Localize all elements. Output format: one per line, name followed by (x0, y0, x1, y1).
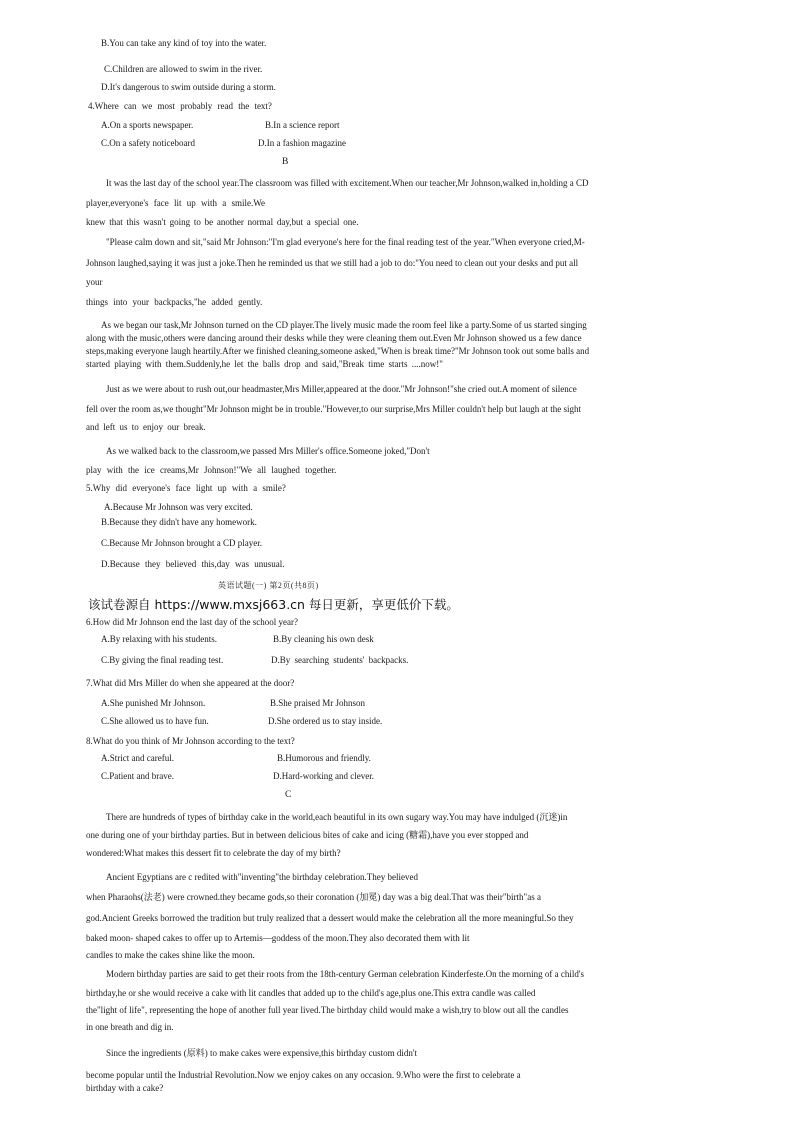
q7-option-a: A.She punished Mr Johnson. (101, 698, 206, 708)
q4-option-a: A.On a sports newspaper. (101, 120, 194, 130)
passage-c-p2-line: when Pharaohs(法老) were crowned.they became gods,so their coronation (加冕) day was a big deal.That was their"birth"as a (86, 892, 541, 902)
passage-c-p1-line: one during one of your birthday parties. But in between delicious bites of cake and icing (糖霜),have you ever stopped and (86, 830, 529, 840)
passage-c-p2-line: candles to make the cakes shine like the moon. (86, 950, 255, 960)
q4-option-b: B.In a science report (265, 120, 340, 130)
passage-b-p2-line: "Please calm down and sit,"said Mr Johnson:"I'm glad everyone's here for the final reading test of the year."When everyone cried,M- (106, 237, 585, 247)
q5-option-b: B.Because they didn't have any homework. (101, 517, 257, 527)
q6-stem: 6.How did Mr Johnson end the last day of the school year? (86, 617, 298, 627)
page-footer: 英语试题(一) 第2页(共8页) (218, 581, 319, 590)
q8-stem: 8.What do you think of Mr Johnson according to the text? (86, 736, 295, 746)
passage-c-heading: C (285, 790, 292, 800)
passage-c-p3-line: birthday,he or she would receive a cake with lit candles that added up to the child's age,plus one.This extra candle was called (86, 988, 536, 998)
passage-b-p5-line: play with the ice creams,Mr Johnson!"We all laughed together. (86, 465, 337, 475)
passage-c-p4-line: birthday with a cake? (86, 1083, 164, 1093)
passage-b-p4-line: fell over the room as,we thought"Mr Johnson might be in trouble."However,to our surprise,Mrs Miller couldn't help but laugh at the sight (86, 404, 582, 414)
q8-option-a: A.Strict and careful. (101, 753, 174, 763)
passage-b-p2-line: things into your backpacks,"he added gently. (86, 297, 263, 307)
passage-b-p2-line: your (86, 277, 103, 287)
q8-option-b: B.Humorous and friendly. (277, 753, 371, 763)
q6-option-b: B.By cleaning his own desk (273, 634, 374, 644)
passage-b-p3-line: As we began our task,Mr Johnson turned on the CD player.The lively music made the room feel like a party.Some of us started singing (101, 320, 587, 330)
q7-stem: 7.What did Mrs Miller do when she appeared at the door? (86, 678, 295, 688)
passage-c-p2-line: god.Ancient Greeks borrowed the tradition but truly realized that a dessert would make the celebration all the more meaningful.So they (86, 913, 574, 923)
q6-option-a: A.By relaxing with his students. (101, 634, 217, 644)
passage-b-heading: B (282, 157, 289, 167)
passage-b-p3-line: steps,making everyone laugh heartily.After we finished cleaning,someone asked,"When is break time?"Mr Johnson took out some balls and (86, 346, 590, 356)
q4-option-c: C.On a safety noticeboard (101, 138, 195, 148)
passage-c-p1-line: wondered:What makes this dessert fit to celebrate the day of my birth? (86, 848, 341, 858)
passage-b-p1-line: player,everyone's face lit up with a smile.We (86, 198, 265, 208)
q3-option-c: C.Children are allowed to swim in the river. (104, 64, 263, 74)
passage-c-p3-line: Modern birthday parties are said to get their roots from the 18th-century German celebration Kinderfeste.On the morning of a child's (106, 969, 584, 979)
q5-option-d: D.Because they believed this,day was unusual. (101, 559, 285, 569)
q6-option-d: D.By searching students' backpacks. (271, 655, 409, 665)
q7-option-c: C.She allowed us to have fun. (101, 716, 209, 726)
q4-stem: 4.Where can we most probably read the text? (88, 101, 272, 111)
passage-b-p4-line: and left us to enjoy our break. (86, 422, 206, 432)
q8-option-c: C.Patient and brave. (101, 771, 174, 781)
passage-b-p1-line: knew that this wasn't going to be another normal day,but a special one. (86, 217, 359, 227)
passage-c-p4-line: become popular until the Industrial Revolution.Now we enjoy cakes on any occasion. 9.Who were the first to celebrate a (86, 1070, 521, 1080)
passage-b-p2-line: Johnson laughed,saying it was just a joke.Then he reminded us that we still had a job to do:"You need to clean out your desks and put all (86, 258, 579, 268)
q5-stem: 5.Why did everyone's face light up with a smile? (86, 483, 286, 493)
q5-option-c: C.Because Mr Johnson brought a CD player. (101, 538, 262, 548)
passage-b-p4-line: Just as we were about to rush out,our headmaster,Mrs Miller,appeared at the door."Mr Johnson!"she cried out.A moment of silence (106, 384, 577, 394)
promo-banner: 该试卷源自 https://www.mxsj663.cn 每日更新，享更低价下载。 (88, 597, 459, 612)
q7-option-b: B.She praised Mr Johnson (270, 698, 365, 708)
passage-b-p3-line: started playing with them.Suddenly,he let the balls drop and said,"Break time starts ....now!" (86, 359, 443, 369)
passage-b-p3-line: along with the music,others were dancing around their desks while they were cleaning them out.Even Mr Johnson showed us a few dance (86, 333, 582, 343)
q3-option-d: D.It's dangerous to swim outside during a storm. (101, 82, 276, 92)
passage-c-p1-line: There are hundreds of types of birthday cake in the world,each beautiful in its own sugary way.You may have indulged (沉迷)in (106, 812, 568, 822)
passage-c-p3-line: in one breath and dig in. (86, 1022, 174, 1032)
q7-option-d: D.She ordered us to stay inside. (268, 716, 383, 726)
passage-b-p5-line: As we walked back to the classroom,we passed Mrs Miller's office.Someone joked,"Don't (106, 446, 430, 456)
passage-c-p4-line: Since the ingredients (原料) to make cakes were expensive,this birthday custom didn't (106, 1048, 418, 1058)
passage-b-p1-line: It was the last day of the school year.The classroom was filled with excitement.When our teacher,Mr Johnson,walked in,holding a CD (106, 178, 589, 188)
q6-option-c: C.By giving the final reading test. (101, 655, 224, 665)
passage-c-p2-line: Ancient Egyptians are c redited with"inventing"the birthday celebration.They believed (106, 872, 418, 882)
passage-c-p3-line: the"light of life", representing the hope of another full year lived.The birthday child would make a wish,try to blow out all the candles (86, 1005, 569, 1015)
q5-option-a: A.Because Mr Johnson was very excited. (104, 502, 253, 512)
q4-option-d: D.In a fashion magazine (258, 138, 346, 148)
q8-option-d: D.Hard-working and clever. (273, 771, 374, 781)
q3-option-b: B.You can take any kind of toy into the water. (101, 38, 267, 48)
passage-c-p2-line: baked moon- shaped cakes to offer up to Artemis—goddess of the moon.They also decorated them with lit (86, 933, 470, 943)
